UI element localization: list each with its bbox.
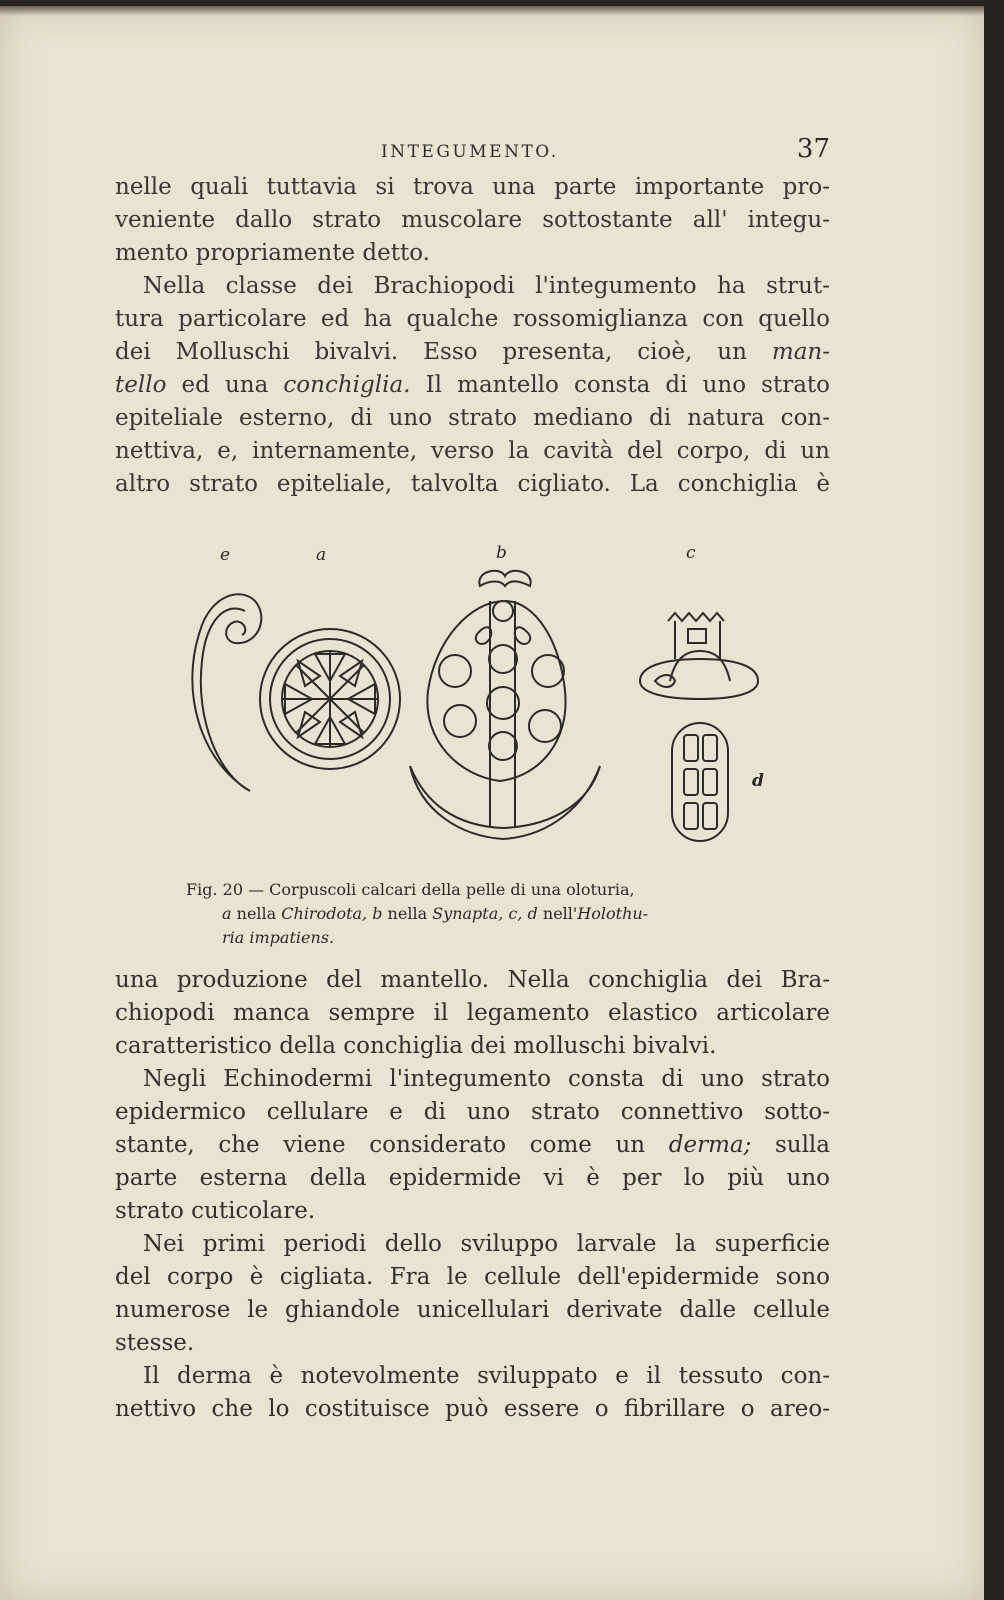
text-line: numerose le ghiandole unicellulari derivate dalle cellule bbox=[115, 1297, 830, 1323]
italic-run: Chirodota, bbox=[281, 904, 368, 923]
text-run: nella bbox=[382, 904, 433, 923]
paragraph bbox=[115, 270, 830, 501]
text-run: sulla bbox=[751, 1132, 830, 1158]
wheel-a-drawing bbox=[260, 629, 400, 769]
italic-run: man- bbox=[771, 339, 830, 365]
caption-line: ria impatiens. bbox=[222, 928, 335, 947]
plate-c-drawing bbox=[640, 613, 758, 699]
text-block-bottom bbox=[115, 964, 830, 1426]
text-line bbox=[115, 1129, 830, 1162]
figure-drawing bbox=[170, 541, 790, 861]
text-line: caratteristico della conchiglia dei molluschi bivalvi. bbox=[115, 1033, 717, 1059]
text-line: Il derma è notevolmente sviluppato e il tessuto con- bbox=[143, 1363, 830, 1389]
figure-label-c: c bbox=[686, 543, 696, 563]
text-line: una produzione del mantello. Nella conchiglia dei Bra- bbox=[115, 967, 830, 993]
text-line: Negli Echinodermi l'integumento consta di uno strato bbox=[143, 1066, 830, 1092]
text-run: nella bbox=[231, 904, 282, 923]
spicule-e-drawing bbox=[192, 594, 261, 791]
figure-label-e: e bbox=[220, 545, 231, 565]
paragraph bbox=[115, 1063, 830, 1228]
text-run: stante, che viene considerato come un bbox=[115, 1132, 669, 1158]
caption-line: Fig. 20 — Corpuscoli calcari della pelle di una oloturia, bbox=[186, 880, 635, 899]
text-run: dei Molluschi bivalvi. Esso presenta, cioè, un bbox=[115, 339, 772, 365]
text-line: nettivo che lo costituisce può essere o fibrillare o areo- bbox=[115, 1396, 830, 1422]
text-line: strato cuticolare. bbox=[115, 1198, 316, 1224]
italic-run: Synapta, bbox=[432, 904, 504, 923]
paragraph bbox=[115, 1360, 830, 1426]
text-line: Nei primi periodi dello sviluppo larvale la superficie bbox=[143, 1231, 830, 1257]
text-line: stesse. bbox=[115, 1330, 195, 1356]
text-run: Il mantello consta di uno strato bbox=[410, 372, 830, 398]
text-line: nelle quali tuttavia si trova una parte importante pro- bbox=[115, 174, 830, 200]
anchor-b-drawing bbox=[410, 571, 600, 839]
text-line: epidermico cellulare e di uno strato connettivo sotto- bbox=[115, 1099, 830, 1125]
paragraph bbox=[115, 171, 830, 270]
italic-run: b bbox=[367, 904, 383, 923]
italic-run: tello bbox=[115, 372, 167, 398]
figure-20 bbox=[170, 541, 790, 861]
page-number: 37 bbox=[796, 134, 830, 164]
text-line bbox=[115, 369, 830, 402]
text-line: veniente dallo strato muscolare sottostante all' integu- bbox=[115, 207, 830, 233]
paragraph bbox=[115, 1228, 830, 1360]
italic-run: Holothu- bbox=[577, 904, 649, 923]
text-line: mento propriamente detto. bbox=[115, 240, 430, 266]
text-line: Nella classe dei Brachiopodi l'integumento ha strut- bbox=[143, 273, 830, 299]
figure-label-d: d bbox=[752, 771, 764, 791]
text-line: chiopodi manca sempre il legamento elastico articolare bbox=[115, 1000, 830, 1026]
text-run: nell' bbox=[537, 904, 578, 923]
italic-run: derma; bbox=[668, 1132, 752, 1158]
italic-run: a bbox=[222, 904, 232, 923]
figure-label-b: b bbox=[496, 543, 507, 563]
text-block-top bbox=[115, 171, 830, 501]
italic-run: c, d bbox=[503, 904, 538, 923]
text-line: parte esterna della epidermide vi è per lo più uno bbox=[115, 1165, 830, 1191]
figure-label-a: a bbox=[316, 545, 327, 565]
text-line bbox=[115, 336, 830, 369]
figure-caption bbox=[186, 878, 766, 950]
plate-d-drawing bbox=[672, 723, 728, 841]
text-line: del corpo è cigliata. Fra le cellule dell'epidermide sono bbox=[115, 1264, 830, 1290]
text-line: altro strato epiteliale, talvolta cigliato. La conchiglia è bbox=[115, 471, 830, 497]
text-line: epiteliale esterno, di uno strato mediano di natura con- bbox=[115, 405, 830, 431]
text-line: tura particolare ed ha qualche rossomiglianza con quello bbox=[115, 306, 830, 332]
book-page bbox=[0, 6, 984, 1600]
text-line: nettiva, e, internamente, verso la cavità del corpo, di un bbox=[115, 438, 830, 464]
paragraph bbox=[115, 964, 830, 1063]
text-run: ed una bbox=[166, 372, 284, 398]
italic-run: conchiglia. bbox=[283, 372, 411, 398]
running-head bbox=[115, 134, 830, 164]
caption-line bbox=[186, 902, 766, 926]
running-head-title: INTEGUMENTO. bbox=[381, 142, 559, 162]
